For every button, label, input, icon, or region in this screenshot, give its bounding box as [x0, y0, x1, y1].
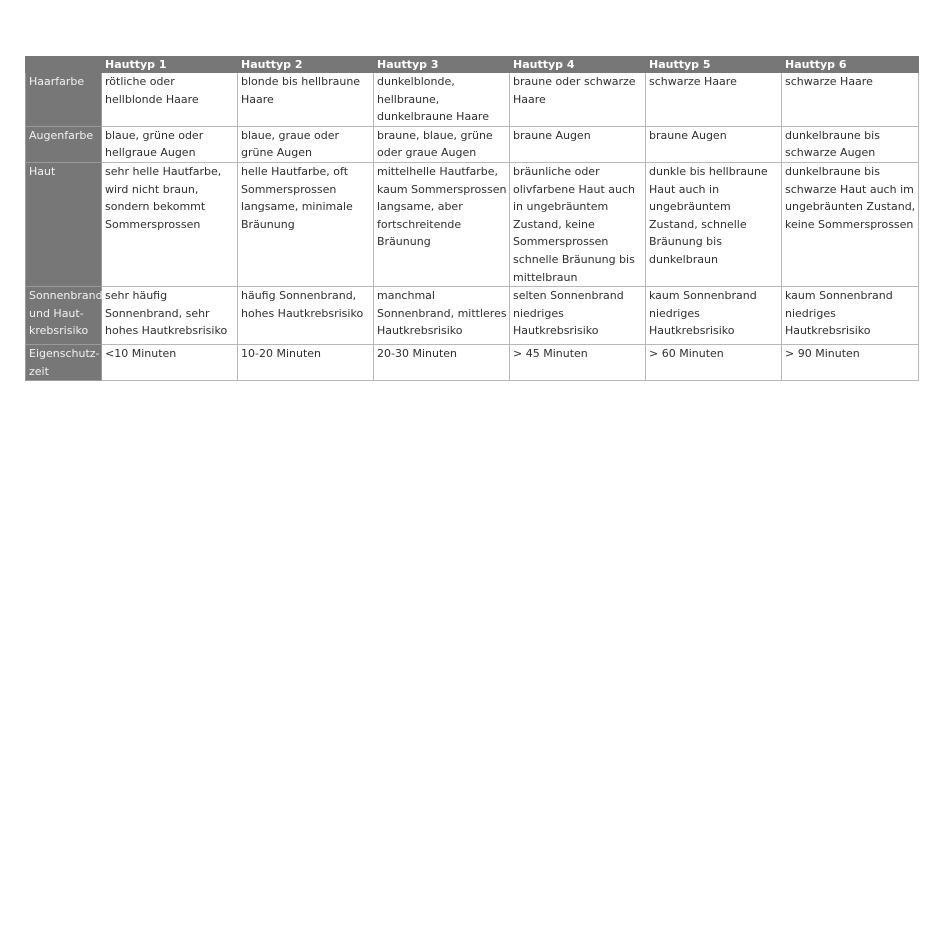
table-cell: braune oder schwarze Haare	[510, 73, 646, 127]
table-cell: > 90 Minuten	[782, 345, 919, 381]
header-hauttyp-5: Hauttyp 5	[646, 57, 782, 73]
table-cell: kaum Sonnenbrand niedriges Hautkrebsrisiko	[646, 287, 782, 345]
table-cell: dunkelbraune bis schwarze Haut auch im ungebräunten Zustand, keine Sommersprossen	[782, 162, 919, 286]
row-label-haut: Haut	[26, 162, 102, 286]
table-cell: helle Hautfarbe, oft Sommersprossen langsame, minimale Bräunung	[238, 162, 374, 286]
table-cell: braune Augen	[646, 126, 782, 162]
row-label-eigenschutzzeit: Eigenschutz-zeit	[26, 345, 102, 381]
header-hauttyp-2: Hauttyp 2	[238, 57, 374, 73]
table-cell: > 60 Minuten	[646, 345, 782, 381]
table-cell: > 45 Minuten	[510, 345, 646, 381]
table-cell: blonde bis hellbraune Haare	[238, 73, 374, 127]
table-cell: manchmal Sonnenbrand, mittleres Hautkrebsrisiko	[374, 287, 510, 345]
table-cell: dunkle bis hellbraune Haut auch in ungebräuntem Zustand, schnelle Bräunung bis dunkelbraun	[646, 162, 782, 286]
table-cell: selten Sonnenbrand niedriges Hautkrebsrisiko	[510, 287, 646, 345]
table-cell: schwarze Haare	[646, 73, 782, 127]
row-augenfarbe	[26, 126, 919, 162]
table-cell: bräunliche oder olivfarbene Haut auch in ungebräuntem Zustand, keine Sommersprossen schnelle Bräunung bis mittelbraun	[510, 162, 646, 286]
row-label-haarfarbe: Haarfarbe	[26, 73, 102, 127]
table-cell: 20-30 Minuten	[374, 345, 510, 381]
row-haarfarbe	[26, 73, 919, 127]
row-label-augenfarbe: Augenfarbe	[26, 126, 102, 162]
header-hauttyp-3: Hauttyp 3	[374, 57, 510, 73]
table-cell: schwarze Haare	[782, 73, 919, 127]
header-corner	[26, 57, 102, 73]
row-label-sonnenbrand: Sonnenbrand und Haut-krebsrisiko	[26, 287, 102, 345]
table-cell: kaum Sonnenbrand niedriges Hautkrebsrisiko	[782, 287, 919, 345]
row-haut	[26, 162, 919, 286]
table-cell: sehr häufig Sonnenbrand, sehr hohes Hautkrebsrisiko	[102, 287, 238, 345]
skin-type-table	[25, 56, 919, 381]
header-hauttyp-1: Hauttyp 1	[102, 57, 238, 73]
table-cell: braune Augen	[510, 126, 646, 162]
table-cell: blaue, grüne oder hellgraue Augen	[102, 126, 238, 162]
table-cell: 10-20 Minuten	[238, 345, 374, 381]
table-cell: dunkelblonde, hellbraune, dunkelbraune Haare	[374, 73, 510, 127]
table-cell: mittelhelle Hautfarbe, kaum Sommersprossen langsame, aber fortschreitende Bräunung	[374, 162, 510, 286]
table-cell: häufig Sonnenbrand, hohes Hautkrebsrisiko	[238, 287, 374, 345]
table-cell: sehr helle Hautfarbe, wird nicht braun, sondern bekommt Sommersprossen	[102, 162, 238, 286]
table-cell: braune, blaue, grüne oder graue Augen	[374, 126, 510, 162]
table-cell: <10 Minuten	[102, 345, 238, 381]
table-cell: dunkelbraune bis schwarze Augen	[782, 126, 919, 162]
table-cell: rötliche oder hellblonde Haare	[102, 73, 238, 127]
row-sonnenbrand	[26, 287, 919, 345]
header-row	[26, 57, 919, 73]
table-cell: blaue, graue oder grüne Augen	[238, 126, 374, 162]
header-hauttyp-6: Hauttyp 6	[782, 57, 919, 73]
header-hauttyp-4: Hauttyp 4	[510, 57, 646, 73]
row-eigenschutzzeit	[26, 345, 919, 381]
